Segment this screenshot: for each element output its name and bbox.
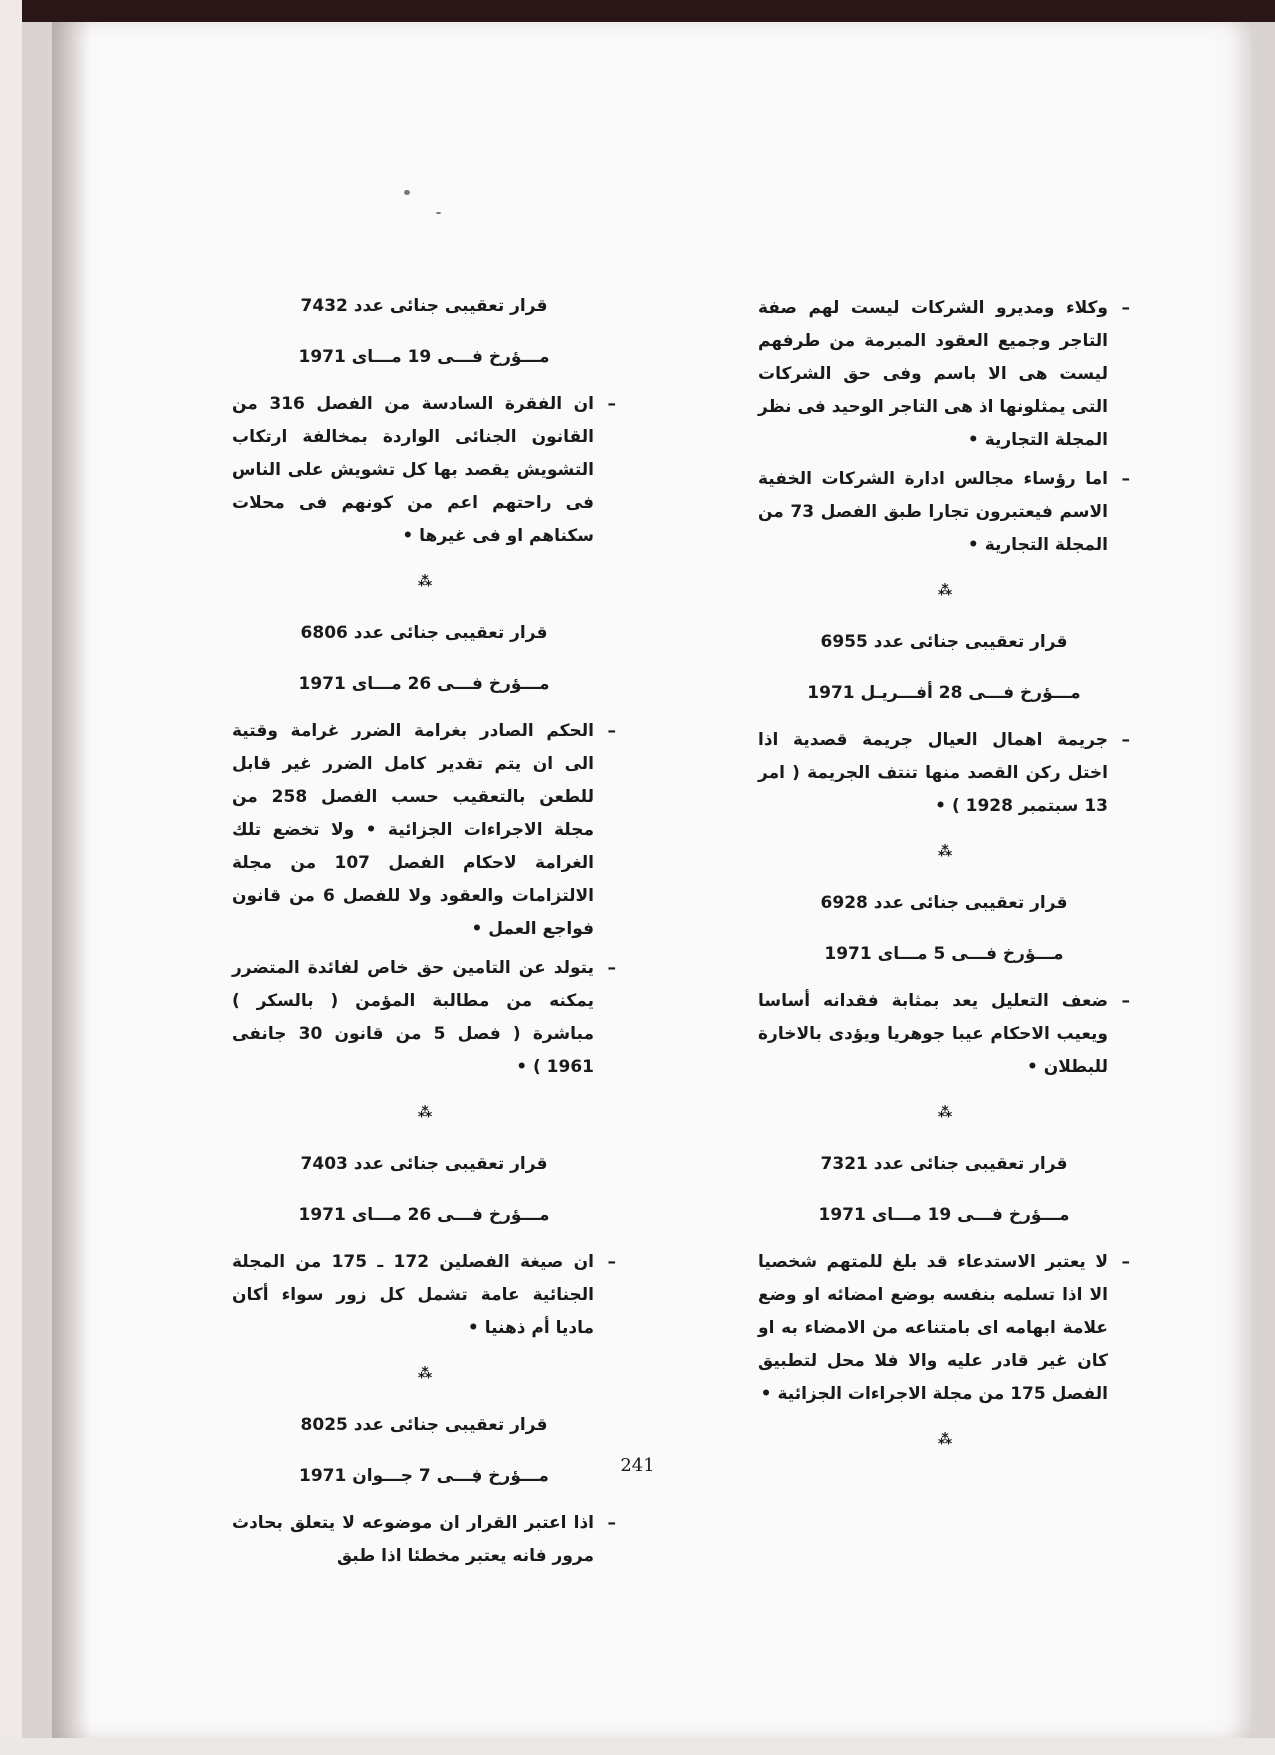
separator-stars	[758, 584, 1130, 598]
ruling-bullet: – اذا اعتبر القرار ان موضوعه لا يتعلق بحادث مرور فانه يعتبر مخطئا اذا طبق	[232, 1507, 616, 1573]
ruling-bullet: – جريمة اهمال العيال جريمة قصدية اذا اختل ركن القصد منها تنتف الجريمة ( امر 13 سبتمبر 1928 ) •	[758, 724, 1130, 823]
entry-date: مـــؤرخ فـــى 19 مـــاى 1971	[818, 1205, 1070, 1225]
scan-left-edge	[0, 0, 22, 1755]
scan-top-edge	[0, 0, 1275, 22]
entry-title: قرار تعقيبى جنائى عدد 6928	[820, 893, 1068, 913]
entry	[232, 290, 616, 553]
entry	[232, 1148, 616, 1345]
entry	[232, 617, 616, 1084]
separator-stars	[758, 1433, 1130, 1447]
page-number: 241	[620, 1455, 655, 1476]
ruling-bullet: – ان صيغة الفصلين 172 ـ 175 من المجلة الجنائية عامة تشمل كل زور سواء أكان ماديا أم ذهنيا •	[232, 1246, 616, 1345]
separator-stars	[758, 1106, 1130, 1120]
entry-date: مـــؤرخ فـــى 28 أفـــريـل 1971	[807, 683, 1081, 703]
ruling-bullet: – وكلاء ومديرو الشركات ليست لهم صفة التاجر وجميع العقود المبرمة من طرفهم ليست هى الا باسم وفى حق الشركات التى يمثلونها اذ هى التاجر الوحيد فى نظر المجلة التجارية •	[758, 292, 1130, 457]
entry-date: مـــؤرخ فـــى 7 جـــوان 1971	[299, 1466, 549, 1486]
separator-glyph: ⁂	[417, 574, 431, 590]
entry-title: قرار تعقيبى جنائى عدد 7403	[300, 1154, 548, 1174]
separator-glyph: ⁂	[937, 583, 951, 599]
separator-glyph: ⁂	[937, 1105, 951, 1121]
entry-title: قرار تعقيبى جنائى عدد 6806	[300, 623, 548, 643]
separator-glyph: ⁂	[417, 1366, 431, 1382]
entry-title: قرار تعقيبى جنائى عدد 7432	[300, 296, 548, 316]
dust-speck	[436, 212, 441, 214]
entry-date: مـــؤرخ فـــى 26 مـــاى 1971	[298, 674, 550, 694]
entry	[758, 887, 1130, 1084]
entry-date: مـــؤرخ فـــى 26 مـــاى 1971	[298, 1205, 550, 1225]
entry	[758, 626, 1130, 823]
entry-date: مـــؤرخ فـــى 5 مـــاى 1971	[824, 944, 1064, 964]
separator-stars	[232, 1367, 616, 1381]
entry	[758, 1148, 1130, 1411]
entry-title: قرار تعقيبى جنائى عدد 8025	[300, 1415, 548, 1435]
right-column	[758, 292, 1130, 1475]
entry-date: مـــؤرخ فـــى 19 مـــاى 1971	[298, 347, 550, 367]
ruling-bullet: – الحكم الصادر بغرامة الضرر غرامة وقتية الى ان يتم تقدير كامل الضرر غير قابل للطعن بالتعقيب حسب الفصل 258 من مجلة الاجراءات الجزائية • ولا تخضع تلك الغرامة لاحكام الفصل 107 من مجلة الالتزامات والعقود ولا للفصل 6 من قانون فواجع العمل •	[232, 715, 616, 946]
separator-stars	[232, 575, 616, 589]
separator-glyph: ⁂	[937, 844, 951, 860]
scan-bottom-edge	[0, 1738, 1275, 1755]
separator-glyph: ⁂	[937, 1432, 951, 1448]
ruling-bullet: – يتولد عن التامين حق خاص لفائدة المتضرر يمكنه من مطالبة المؤمن ( بالسكر ) مباشرة ( فصل 5 من قانون 30 جانفى 1961 ) •	[232, 952, 616, 1084]
ruling-bullet: – لا يعتبر الاستدعاء قد بلغ للمتهم شخصيا الا اذا تسلمه بنفسه بوضع امضائه او وضع علامة ابهامه اى بامتناعه من الامضاء به او كان غير قادر عليه والا فلا محل لتطبيق الفصل 175 من مجلة الاجراءات الجزائية •	[758, 1246, 1130, 1411]
ruling-bullet: – اما رؤساء مجالس ادارة الشركات الخفية الاسم فيعتبرون تجارا طبق الفصل 73 من المجلة التجارية •	[758, 463, 1130, 562]
entry-title: قرار تعقيبى جنائى عدد 7321	[820, 1154, 1068, 1174]
entry	[232, 1409, 616, 1573]
ruling-bullet: – ضعف التعليل يعد بمثابة فقدانه أساسا ويعيب الاحكام عيبا جوهريا ويؤدى بالاخارة للبطلان •	[758, 985, 1130, 1084]
entry	[758, 292, 1130, 562]
separator-glyph: ⁂	[417, 1105, 431, 1121]
separator-stars	[232, 1106, 616, 1120]
left-column	[232, 290, 616, 1579]
binding-shadow	[52, 22, 92, 1738]
dust-speck	[404, 190, 410, 195]
separator-stars	[758, 845, 1130, 859]
ruling-bullet: – ان الفقرة السادسة من الفصل 316 من القانون الجنائى الواردة بمخالفة ارتكاب التشويش يقصد بها كل تشويش على الناس فى راحتهم اعم من كونهم فى محلات سكناهم او فى غيرها •	[232, 388, 616, 553]
entry-title: قرار تعقيبى جنائى عدد 6955	[820, 632, 1068, 652]
